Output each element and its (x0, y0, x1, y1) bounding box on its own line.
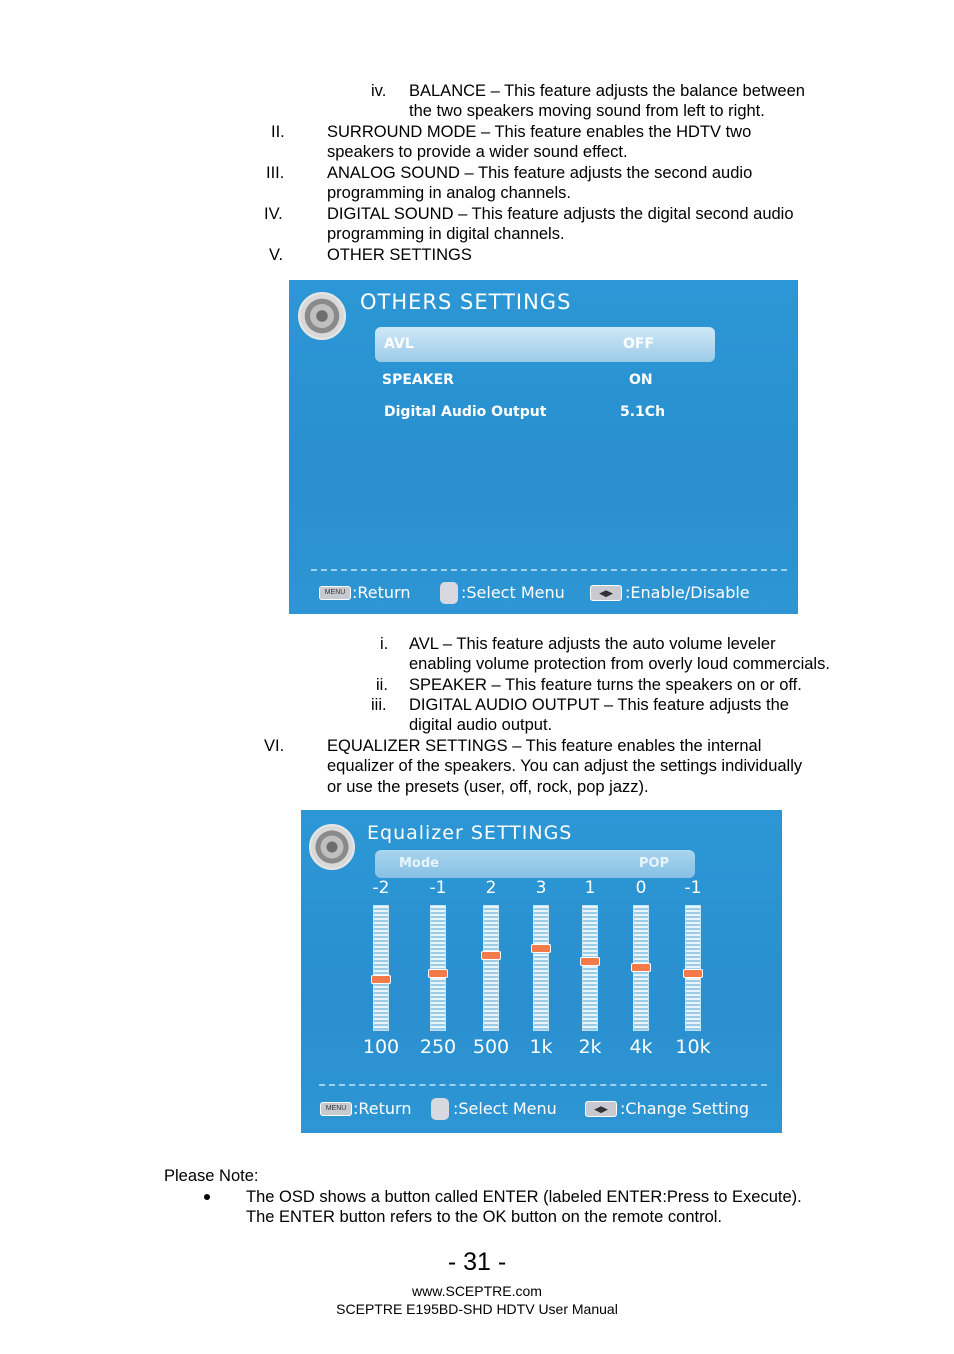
footer-change: :Change Setting (620, 1099, 750, 1118)
osd-title: Equalizer SETTINGS (367, 822, 573, 844)
list-item-number: iv. (371, 82, 387, 100)
footer-return: :Return (353, 1099, 412, 1118)
note-text: The ENTER button refers to the OK button on the remote control. (246, 1208, 722, 1226)
menu-item-value: OFF (623, 336, 655, 352)
osd-title: OTHERS SETTINGS (360, 290, 572, 314)
website: www.SCEPTRE.com (412, 1283, 542, 1299)
list-item-text: DIGITAL SOUND – This feature adjusts the digital second audio (327, 205, 794, 223)
band-slider-track[interactable] (483, 905, 499, 1031)
band-slider-track[interactable] (373, 905, 389, 1031)
band-frequency-label: 100 (362, 1036, 400, 1058)
band-frequency-label: 4k (629, 1036, 653, 1058)
band-gain-value: -1 (684, 878, 702, 898)
band-slider-knob[interactable] (481, 951, 501, 960)
band-slider-track[interactable] (533, 905, 549, 1031)
menu-item-value: ON (629, 372, 653, 388)
note-text: The OSD shows a button called ENTER (labeled ENTER:Press to Execute). (246, 1188, 802, 1206)
list-item-text: SURROUND MODE – This feature enables the HDTV two (327, 123, 752, 141)
band-slider-knob[interactable] (371, 975, 391, 984)
band-slider-knob[interactable] (531, 944, 551, 953)
list-item-text: DIGITAL AUDIO OUTPUT – This feature adjusts the (409, 696, 789, 714)
list-item-text: the two speakers moving sound from left to right. (409, 102, 765, 120)
page-number: - 31 - (447, 1248, 507, 1276)
list-item-number: i. (380, 635, 389, 653)
manual-title: SCEPTRE E195BD-SHD HDTV User Manual (336, 1301, 618, 1317)
band-frequency-label: 1k (529, 1036, 553, 1058)
footer-select: :Select Menu (461, 583, 565, 602)
list-item-text: SPEAKER – This feature turns the speakers on or off. (409, 676, 802, 694)
speaker-icon (309, 824, 355, 870)
list-item-number: VI. (264, 737, 285, 755)
updown-key-icon (431, 1098, 449, 1120)
menu-item-value: 5.1Ch (620, 404, 666, 420)
menu-item-label: AVL (384, 336, 414, 352)
list-item-text: digital audio output. (409, 716, 553, 734)
list-item-text: or use the presets (user, off, rock, pop jazz). (327, 778, 649, 796)
list-item-text: programming in analog channels. (327, 184, 571, 202)
leftright-key-icon: ◀▶ (590, 585, 622, 601)
list-item-number: III. (266, 164, 285, 182)
band-frequency-label: 250 (419, 1036, 457, 1058)
footer-select: :Select Menu (453, 1099, 557, 1118)
equalizer-settings-screenshot (301, 810, 782, 1133)
list-item-text: OTHER SETTINGS (327, 246, 472, 264)
menu-item-label: SPEAKER (382, 372, 454, 388)
mode-label: Mode (399, 856, 439, 871)
band-slider-knob[interactable] (428, 969, 448, 978)
band-slider-track[interactable] (685, 905, 701, 1031)
list-item-text: BALANCE – This feature adjusts the balance between (409, 82, 805, 100)
band-gain-value: -2 (372, 878, 390, 898)
band-gain-value: 2 (485, 878, 497, 898)
band-slider-knob[interactable] (580, 957, 600, 966)
menu-key-icon: MENU (319, 586, 351, 600)
others-settings-screenshot (289, 280, 798, 614)
list-item-number: II. (271, 123, 285, 141)
menu-item-label: Digital Audio Output (384, 404, 547, 420)
list-item-text: ANALOG SOUND – This feature adjusts the second audio (327, 164, 753, 182)
list-item-text: enabling volume protection from overly loud commercials. (409, 655, 830, 673)
list-item-text: programming in digital channels. (327, 225, 565, 243)
footer-return: :Return (352, 583, 411, 602)
note-heading: Please Note: (164, 1167, 259, 1185)
speaker-icon (298, 292, 346, 340)
band-slider-track[interactable] (430, 905, 446, 1031)
mode-value: POP (639, 856, 670, 871)
list-item-text: speakers to provide a wider sound effect. (327, 143, 628, 161)
list-item-text: equalizer of the speakers. You can adjust the settings individually (327, 757, 803, 775)
band-gain-value: 0 (635, 878, 647, 898)
list-item-number: ii. (376, 676, 388, 694)
band-frequency-label: 10k (675, 1036, 711, 1058)
band-gain-value: 1 (584, 878, 596, 898)
list-item-number: iii. (371, 696, 387, 714)
band-frequency-label: 2k (578, 1036, 602, 1058)
band-gain-value: 3 (535, 878, 547, 898)
list-item-number: IV. (264, 205, 283, 223)
menu-key-icon: MENU (320, 1102, 352, 1116)
list-item-text: AVL – This feature adjusts the auto volume leveler (409, 635, 776, 653)
bullet-icon (204, 1194, 210, 1200)
list-item-number: V. (269, 246, 284, 264)
band-slider-knob[interactable] (683, 969, 703, 978)
list-item-text: EQUALIZER SETTINGS – This feature enables the internal (327, 737, 762, 755)
selected-row-highlight (375, 327, 715, 362)
divider (311, 569, 787, 571)
band-gain-value: -1 (429, 878, 447, 898)
leftright-key-icon: ◀▶ (585, 1101, 617, 1117)
band-frequency-label: 500 (472, 1036, 510, 1058)
band-slider-track[interactable] (582, 905, 598, 1031)
footer-enable: :Enable/Disable (625, 583, 750, 602)
divider (319, 1084, 767, 1086)
updown-key-icon (440, 582, 458, 604)
band-slider-knob[interactable] (631, 963, 651, 972)
